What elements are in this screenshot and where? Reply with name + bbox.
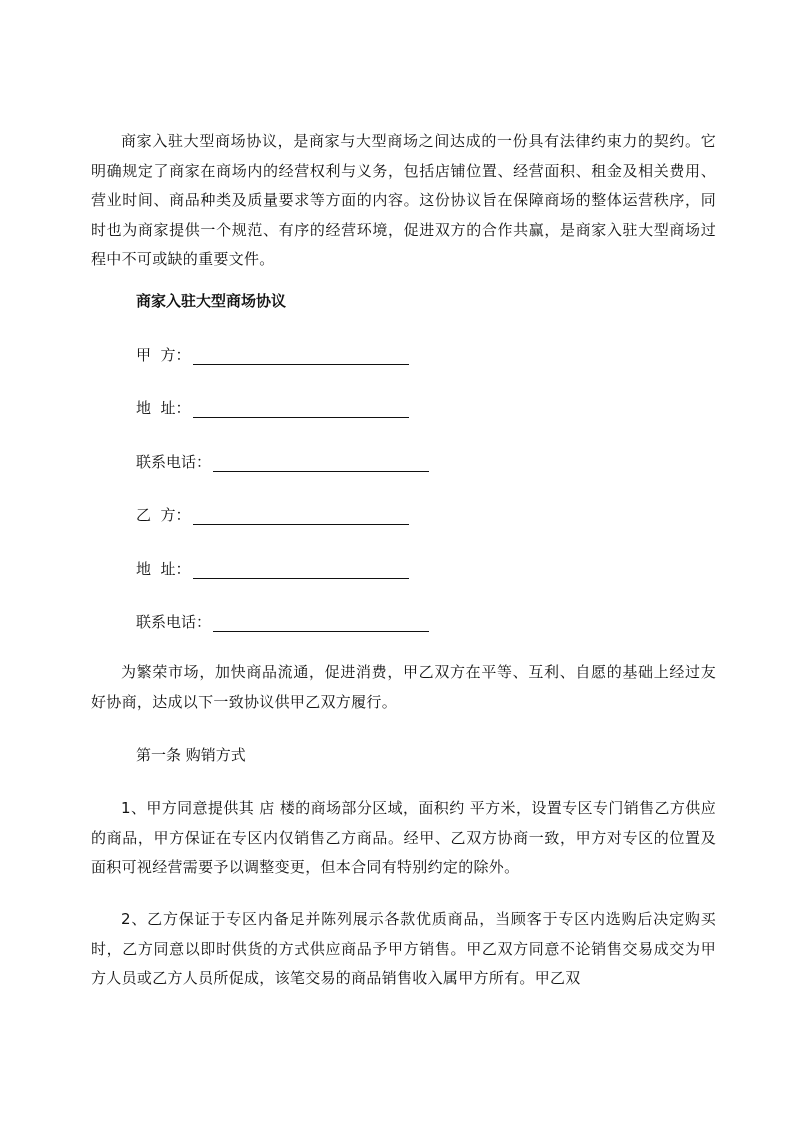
party-a-phone-field: [136, 450, 429, 472]
party-b-name-blank[interactable]: [193, 507, 409, 525]
party-a-phone-blank[interactable]: [213, 454, 429, 472]
party-b-phone-label: 联系电话：: [136, 613, 212, 631]
preamble-paragraph: 为繁荣市场，加快商品流通，促进消费，甲乙双方在平等、互利、自愿的基础上经过友好协商，达成以下一致协议供甲乙双方履行。: [91, 663, 716, 711]
party-b-address-field: [136, 557, 409, 579]
party-b-phone-field: [136, 610, 429, 632]
party-a-name-blank[interactable]: [193, 347, 409, 365]
party-b-phone-blank[interactable]: [213, 614, 429, 632]
party-a-name-field: [136, 343, 409, 365]
document-title: 商家入驻大型商场协议: [136, 292, 287, 310]
party-a-address-label: 地 址：: [136, 399, 191, 417]
party-b-address-blank[interactable]: [193, 561, 409, 579]
intro-paragraph: 商家入驻大型商场协议，是商家与大型商场之间达成的一份具有法律约束力的契约。它明确规定了商家在商场内的经营权利与义务，包括店铺位置、经营面积、租金及相关费用、营业时间、商品种类及质量要求等方面的内容。这份协议旨在保障商场的整体运营秩序，同时也为商家提供一个规范、有序的经营环境，促进双方的合作共赢，是商家入驻大型商场过程中不可或缺的重要文件。: [91, 132, 716, 268]
party-b-address-label: 地 址：: [136, 560, 191, 578]
party-a-address-blank[interactable]: [193, 400, 409, 418]
party-a-name-label: 甲 方：: [136, 346, 191, 364]
clause-2-paragraph: 2、乙方保证于专区内备足并陈列展示各款优质商品，当顾客于专区内选购后决定购买时，乙方同意以即时供货的方式供应商品予甲方销售。甲乙双方同意不论销售交易成交为甲方人员或乙方人员所促成，该笔交易的商品销售收入属甲方所有。甲乙双: [91, 910, 716, 987]
party-b-name-field: [136, 503, 409, 525]
party-a-phone-label: 联系电话：: [136, 453, 212, 471]
party-a-address-field: [136, 396, 409, 418]
article-1-title: 第一条 购销方式: [136, 746, 246, 764]
party-b-name-label: 乙 方：: [136, 506, 191, 524]
clause-1-paragraph: 1、甲方同意提供其 店 楼的商场部分区域，面积约 平方米，设置专区专门销售乙方供应的商品，甲方保证在专区内仅销售乙方商品。经甲、乙双方协商一致，甲方对专区的位置及面积可视经营需要予以调整变更，但本合同有特别约定的除外。: [91, 799, 716, 876]
